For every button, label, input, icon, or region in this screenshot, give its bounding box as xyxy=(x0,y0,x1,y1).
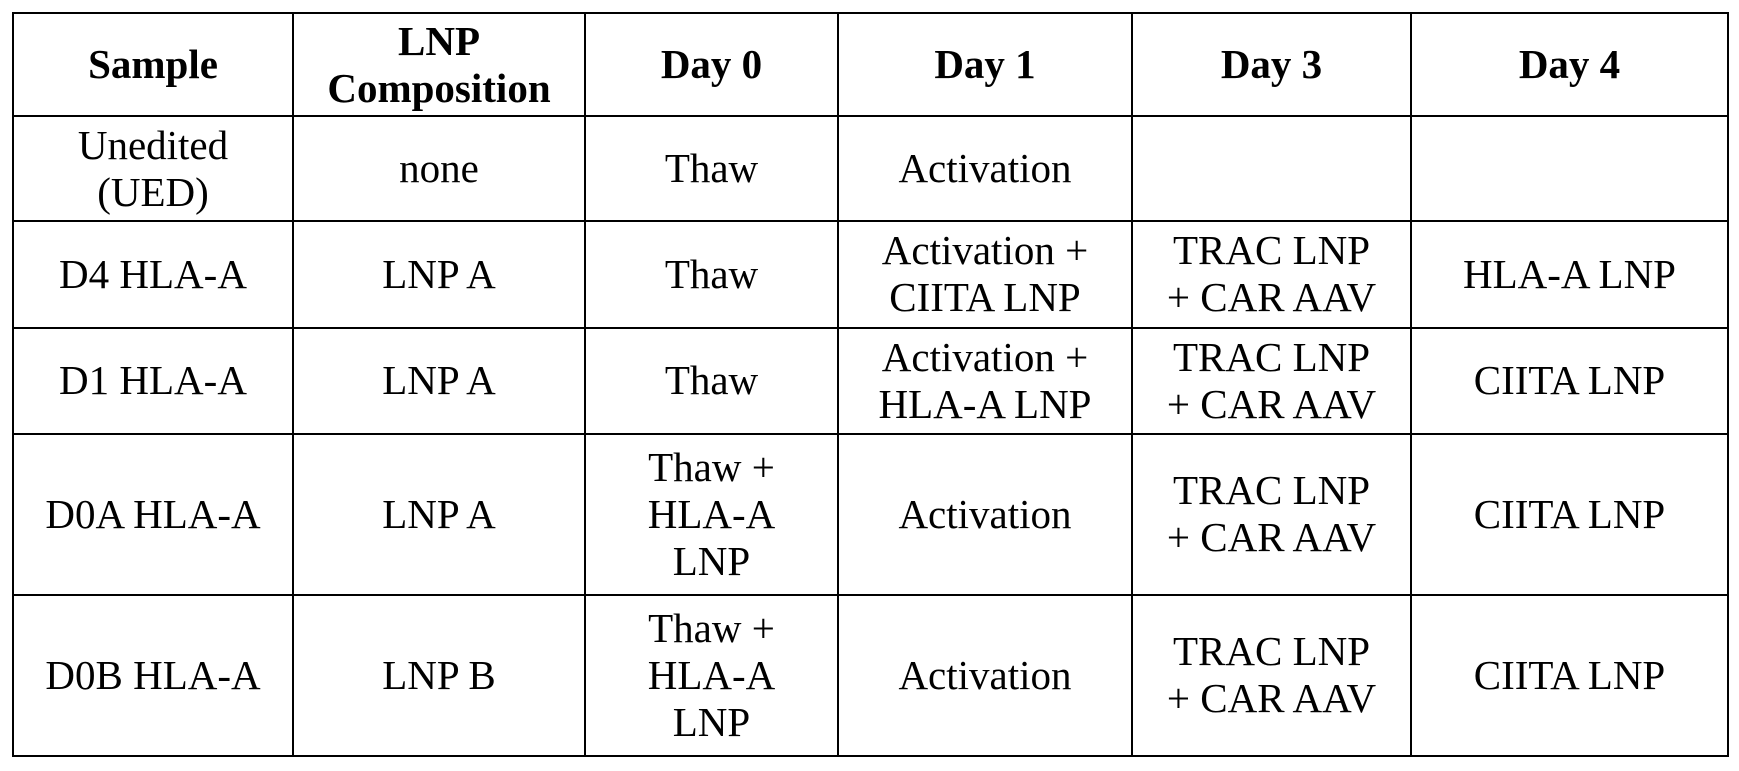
table-row xyxy=(13,328,1728,434)
cell-day-1: Activation xyxy=(838,434,1132,595)
cell-day-0: Thaw xyxy=(585,328,838,434)
cell-lnp-composition: LNP A xyxy=(293,221,585,327)
cell-day-0: Thaw + HLA-A LNP xyxy=(585,434,838,595)
header-row xyxy=(13,13,1728,116)
table-row xyxy=(13,434,1728,595)
header-day-0: Day 0 xyxy=(585,13,838,116)
cell-lnp-composition: LNP B xyxy=(293,595,585,756)
header-day-1: Day 1 xyxy=(838,13,1132,116)
cell-day-4: HLA-A LNP xyxy=(1411,221,1728,327)
cell-sample: Unedited (UED) xyxy=(13,116,293,221)
cell-day-1: Activation + CIITA LNP xyxy=(838,221,1132,327)
cell-day-4: CIITA LNP xyxy=(1411,595,1728,756)
cell-day-4: CIITA LNP xyxy=(1411,328,1728,434)
cell-day-1: Activation xyxy=(838,595,1132,756)
cell-day-3 xyxy=(1132,116,1411,221)
header-sample: Sample xyxy=(13,13,293,116)
header-day-3: Day 3 xyxy=(1132,13,1411,116)
cell-day-0: Thaw xyxy=(585,221,838,327)
cell-day-3: TRAC LNP + CAR AAV xyxy=(1132,595,1411,756)
cell-day-3: TRAC LNP + CAR AAV xyxy=(1132,328,1411,434)
table-row xyxy=(13,595,1728,756)
cell-lnp-composition: LNP A xyxy=(293,328,585,434)
header-day-4: Day 4 xyxy=(1411,13,1728,116)
cell-day-4: CIITA LNP xyxy=(1411,434,1728,595)
cell-lnp-composition: LNP A xyxy=(293,434,585,595)
cell-sample: D0A HLA-A xyxy=(13,434,293,595)
header-lnp-composition: LNP Composition xyxy=(293,13,585,116)
cell-sample: D0B HLA-A xyxy=(13,595,293,756)
cell-day-1: Activation xyxy=(838,116,1132,221)
cell-day-0: Thaw + HLA-A LNP xyxy=(585,595,838,756)
cell-sample: D4 HLA-A xyxy=(13,221,293,327)
table-row xyxy=(13,116,1728,221)
table-row xyxy=(13,221,1728,327)
cell-day-3: TRAC LNP + CAR AAV xyxy=(1132,221,1411,327)
cell-day-3: TRAC LNP + CAR AAV xyxy=(1132,434,1411,595)
cell-day-4 xyxy=(1411,116,1728,221)
sample-table xyxy=(12,12,1729,757)
cell-lnp-composition: none xyxy=(293,116,585,221)
cell-day-0: Thaw xyxy=(585,116,838,221)
cell-sample: D1 HLA-A xyxy=(13,328,293,434)
cell-day-1: Activation + HLA-A LNP xyxy=(838,328,1132,434)
